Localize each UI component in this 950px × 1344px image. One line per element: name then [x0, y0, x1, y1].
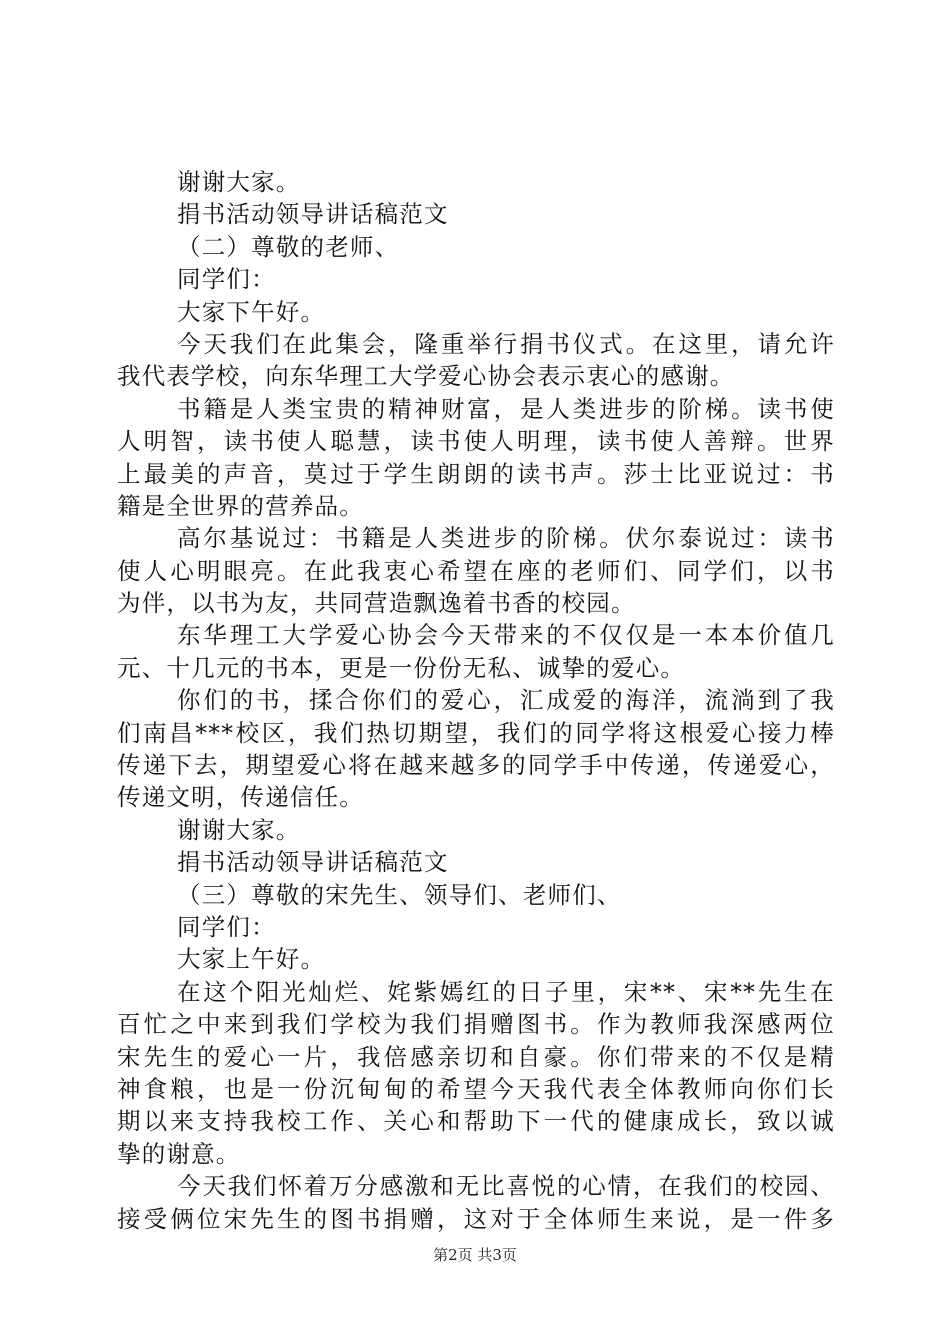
- text-line: 神食粮，也是一份沉甸甸的希望今天我代表全体教师向你们长: [117, 1074, 835, 1103]
- text-line: 传递文明，传递信任。: [117, 783, 364, 812]
- text-line: 我代表学校，向东华理工大学爱心协会表示衷心的感谢。: [117, 362, 735, 391]
- text-line: 捐书活动领导讲话稿范文: [177, 848, 449, 877]
- text-line: 上最美的声音，莫过于学生朗朗的读书声。莎士比亚说过：书: [117, 459, 835, 488]
- text-line: 同学们：: [177, 265, 276, 294]
- page-footer: 第2页 共3页: [433, 1246, 517, 1264]
- text-line: 捐书活动领导讲话稿范文: [177, 200, 449, 229]
- text-line: 接受俩位宋先生的图书捐赠，这对于全体师生来说，是一件多: [117, 1204, 835, 1233]
- text-line: 谢谢大家。: [177, 168, 301, 196]
- text-line: 传递下去，期望爱心将在越来越多的同学手中传递，传递爱心，: [117, 751, 835, 780]
- text-line: 书籍是人类宝贵的精神财富，是人类进步的阶梯。读书使: [177, 394, 835, 423]
- text-line: 你们的书，揉合你们的爱心，汇成爱的海洋，流淌到了我: [177, 686, 835, 715]
- text-line: 元、十几元的书本，更是一份份无私、诚挚的爱心。: [117, 653, 686, 682]
- text-line: 大家上午好。: [177, 945, 326, 974]
- text-line: 挚的谢意。: [117, 1139, 241, 1168]
- text-line: 东华理工大学爱心协会今天带来的不仅仅是一本本价值几: [177, 621, 835, 650]
- text-line: 使人心明眼亮。在此我衷心希望在座的老师们、同学们，以书: [117, 556, 835, 585]
- text-line: 百忙之中来到我们学校为我们捐赠图书。作为教师我深感两位: [117, 1010, 835, 1039]
- text-line: 今天我们在此集会，隆重举行捐书仪式。在这里，请允许: [177, 329, 835, 358]
- text-line: 同学们：: [177, 912, 276, 941]
- text-line: 籍是全世界的营养品。: [117, 491, 364, 520]
- text-line: 谢谢大家。: [177, 815, 301, 844]
- text-line: 们南昌***校区，我们热切期望，我们的同学将这根爱心接力棒: [117, 718, 835, 747]
- text-line: （二）尊敬的老师、: [177, 232, 400, 261]
- text-line: 今天我们怀着万分感激和无比喜悦的心情，在我们的校园、: [177, 1172, 835, 1201]
- text-line: 为伴，以书为友，共同营造飘逸着书香的校园。: [117, 589, 636, 618]
- text-line: 大家下午好。: [177, 297, 326, 326]
- text-line: 期以来支持我校工作、关心和帮助下一代的健康成长，致以诚: [117, 1107, 835, 1136]
- document-body: [117, 166, 835, 1235]
- text-line: 高尔基说过：书籍是人类进步的阶梯。伏尔泰说过：读书: [177, 524, 835, 553]
- text-line: 宋先生的爱心一片，我倍感亲切和自豪。你们带来的不仅是精: [117, 1042, 835, 1071]
- text-line: （三）尊敬的宋先生、领导们、老师们、: [177, 880, 622, 909]
- text-line: 人明智，读书使人聪慧，读书使人明理，读书使人善辩。世界: [117, 427, 835, 456]
- text-line: 在这个阳光灿烂、姹紫嫣红的日子里，宋**、宋**先生在: [177, 977, 835, 1006]
